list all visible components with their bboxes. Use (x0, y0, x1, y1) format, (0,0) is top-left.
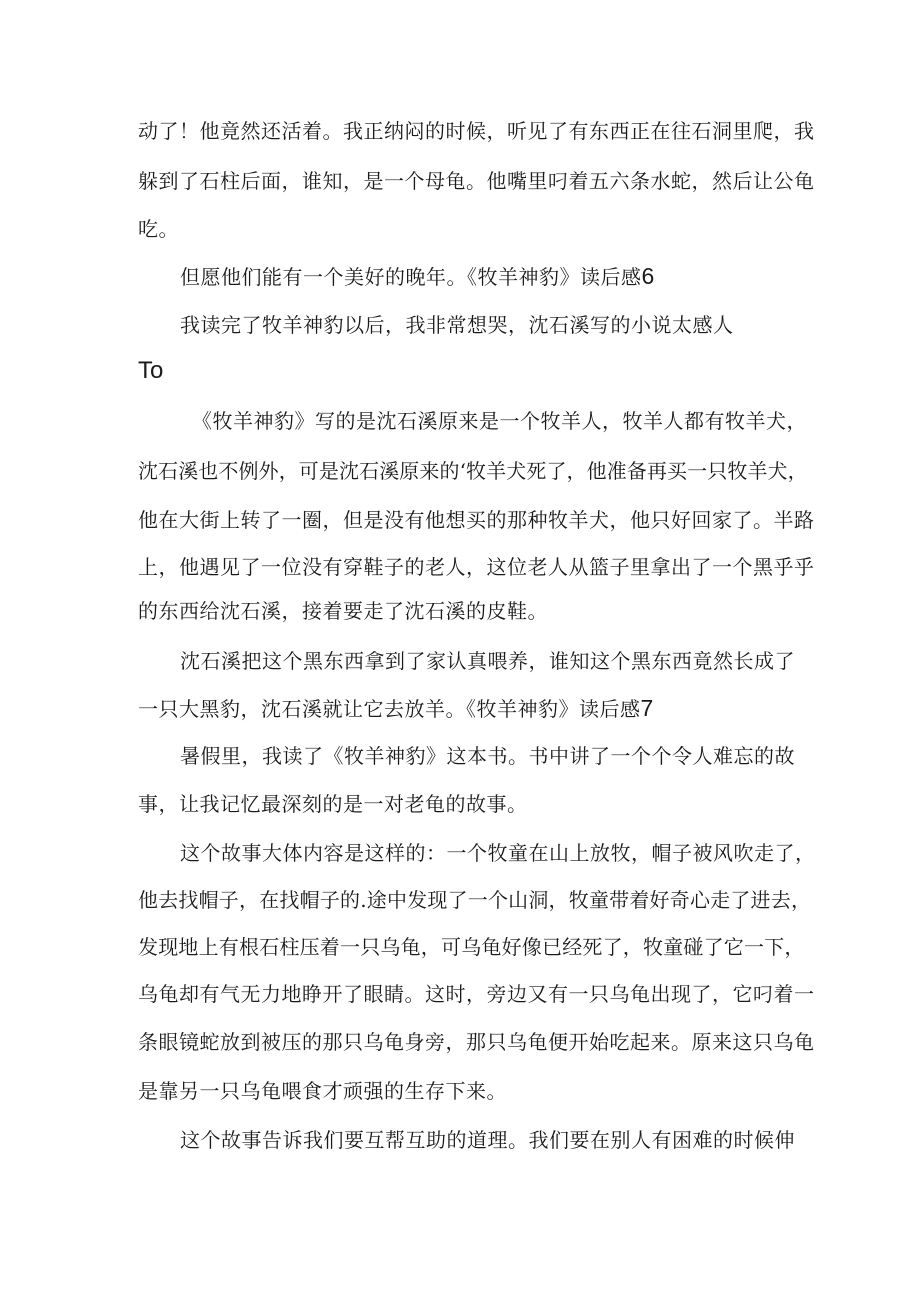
section-number: 7 (640, 695, 654, 721)
text-line: 的东西给沈石溪，接着要走了沈石溪的皮鞋。 (138, 599, 548, 623)
text-line: 这个故事告诉我们要互帮互助的道理。我们要在别人有困难的时候伸 (180, 1128, 795, 1152)
text-line: 沈石溪把这个黑东西拿到了家认真喂养，谁知这个黑东西竟然长成了 (180, 649, 795, 673)
text-line-content: 但愿他们能有一个美好的晚年。《牧羊神豹》读后感 (180, 265, 642, 289)
text-line: 躲到了石柱后面，谁知，是一个母龟。他嘴里叼着五六条水蛇，然后让公龟 (138, 169, 815, 193)
text-line: 乌龟却有气无力地睁开了眼睛。这时，旁边又有一只乌龟出现了，它叼着一 (138, 982, 815, 1006)
text-line: 沈石溪也不例外，可是沈石溪原来的‘牧羊犬死了，他准备再买一只牧羊犬， (138, 459, 808, 483)
text-line-content: 一只大黑豹，沈石溪就让它去放羊。《牧羊神豹》读后感 (138, 697, 641, 721)
text-line: 他去找帽子，在找帽子的.途中发现了一个山洞，牧童带着好奇心走了进去， (138, 888, 812, 912)
section-number: 6 (641, 263, 655, 289)
text-line: 吃。 (138, 217, 179, 241)
text-line: 条眼镜蛇放到被压的那只乌龟身旁，那只乌龟便开始吃起来。原来这只乌龟 (138, 1030, 815, 1054)
text-line: 我读完了牧羊神豹以后，我非常想哭，沈石溪写的小说太感人 (180, 313, 734, 337)
text-line: 《牧羊神豹》写的是沈石溪原来是一个牧羊人，牧羊人都有牧羊犬， (192, 409, 807, 433)
text-line (180, 265, 800, 288)
text-line: 上，他遇见了一位没有穿鞋子的老人，这位老人从篮子里拿出了一个黑乎乎 (138, 555, 815, 579)
text-line: 是靠另一只乌龟喂食才顽强的生存下来。 (138, 1079, 507, 1103)
text-line: 发现地上有根石柱压着一只乌龟，可乌龟好像已经死了，牧童碰了它一下， (138, 935, 805, 959)
text-line: 他在大街上转了一圈，但是没有他想买的那种牧羊犬，他只好回家了。半路 (138, 508, 815, 532)
text-line: 动了！他竟然还活着。我正纳闷的时候，听见了有东西正在往石洞里爬，我 (138, 119, 815, 143)
text-line: 事，让我记忆最深刻的是一对老龟的故事。 (138, 792, 528, 816)
text-line-latin: To (138, 357, 164, 384)
text-line: 暑假里，我读了《牧羊神豹》这本书。书中讲了一个个令人难忘的故 (180, 744, 795, 768)
text-line: 这个故事大体内容是这样的：一个牧童在山上放牧，帽子被风吹走了， (180, 841, 816, 865)
text-line (138, 697, 798, 720)
